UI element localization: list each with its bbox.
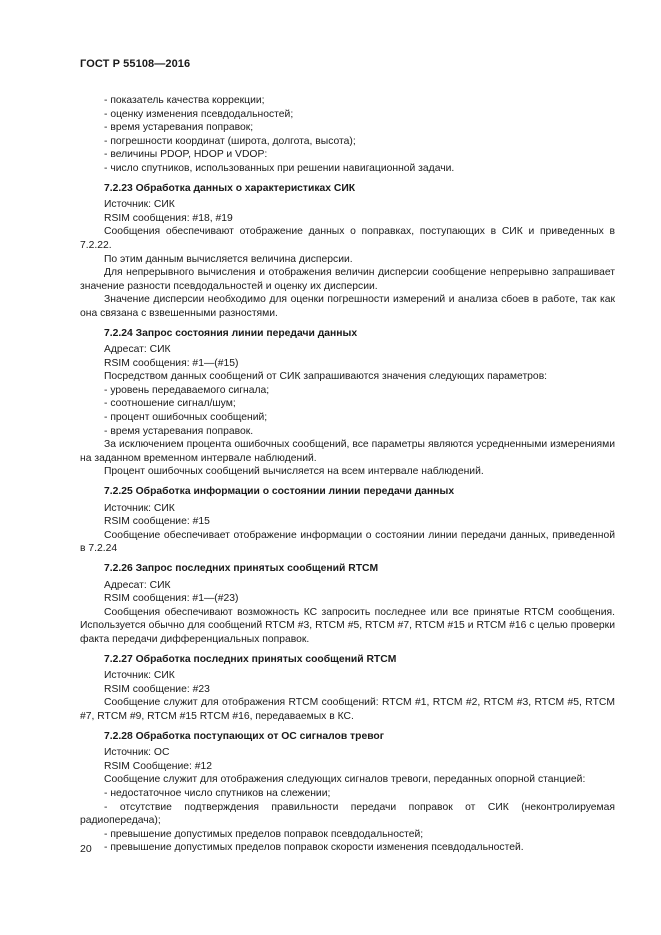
section-7-2-28: [80, 730, 615, 855]
paragraph: RSIM сообщения: #1—(#15): [104, 357, 239, 369]
paragraph: Сообщение обеспечивает отображение информации о состоянии линии передачи данных, приведенной в 7.2.24: [80, 529, 615, 555]
list-item: - показатель качества коррекции;: [104, 95, 265, 106]
paragraph: Процент ошибочных сообщений вычисляется на всем интервале наблюдений.: [104, 466, 484, 478]
paragraph: RSIM сообщение: #23: [104, 683, 210, 695]
list-item: - число спутников, использованных при решении навигационной задачи.: [104, 162, 455, 174]
paragraph: RSIM Сообщение: #12: [104, 760, 213, 772]
section-heading: 7.2.26 Запрос последних принятых сообщений RTCM: [104, 563, 379, 574]
list-item: - соотношение сигнал/шум;: [104, 398, 236, 410]
list-item: - погрешности координат (широта, долгота, высота);: [104, 135, 356, 147]
list-item: - процент ошибочных сообщений;: [104, 412, 268, 424]
paragraph: Источник: СИК: [104, 199, 175, 211]
paragraph: Посредством данных сообщений от СИК запрашиваются значения следующих параметров:: [104, 371, 548, 383]
document-body: [80, 94, 615, 855]
paragraph: Сообщение служит для отображения RTCM сообщений: RTCM #1, RTCM #2, RTCM #3, RTCM #5, RTCM #7, RTCM #9, RTCM #15 RTCM #16, передаваемых в КС.: [80, 697, 615, 722]
list-item: - уровень передаваемого сигнала;: [104, 384, 270, 396]
paragraph: За исключением процента ошибочных сообщений, все параметры являются усредненными измерениями на заданном временном интервале наблюдений.: [80, 439, 615, 464]
list-item: - недостаточное число спутников на слежении;: [104, 787, 331, 799]
section-heading: 7.2.24 Запрос состояния линии передачи данных: [104, 327, 358, 339]
section-heading: 7.2.27 Обработка последних принятых сообщений RTCM: [104, 653, 397, 665]
section-7-2-26: [80, 562, 615, 647]
paragraph: Источник: СИК: [104, 670, 175, 682]
list-item: - оценку изменения псевдодальностей;: [104, 108, 294, 120]
section-7-2-27: [80, 653, 615, 724]
paragraph: Сообщения обеспечивают возможность КС запросить последнее или все принятые RTCM сообщения. Используется обычно для сообщений RTCM #3, RTCM #5, RTCM #7, RTCM #15 и RTCM #16 с целью проверки факта передачи дифференциальных поправок.: [80, 606, 615, 645]
document-header: ГОСТ Р 55108—2016: [80, 58, 191, 70]
list-item: - время устаревания поправок.: [104, 425, 254, 437]
paragraph: RSIM сообщение: #15: [104, 516, 210, 528]
paragraph: Сообщения обеспечивают отображение данных о поправках, поступающих в СИК и приведенных в 7.2.22.: [80, 226, 615, 251]
top-list: [80, 94, 615, 176]
section-7-2-25: [80, 485, 615, 556]
section-7-2-23: [80, 182, 615, 321]
list-item: - отсутствие подтверждения правильности передачи поправок от СИК (неконтролируемая радиопередача);: [80, 801, 615, 827]
section-heading: 7.2.28 Обработка поступающих от ОС сигналов тревог: [104, 730, 385, 742]
paragraph: RSIM сообщения: #18, #19: [104, 212, 233, 224]
list-item: - превышение допустимых пределов поправок псевдодальностей;: [104, 828, 424, 840]
section-heading: 7.2.23 Обработка данных о характеристиках СИК: [104, 182, 356, 194]
list-item: - время устаревания поправок;: [104, 122, 254, 134]
section-heading: 7.2.25 Обработка информации о состоянии линии передачи данных: [104, 486, 455, 498]
section-7-2-24: [80, 327, 615, 480]
paragraph: Адресат: СИК: [104, 344, 171, 356]
list-item: - превышение допустимых пределов поправок скорости изменения псевдодальностей.: [104, 842, 524, 854]
paragraph: Значение дисперсии необходимо для оценки погрешности измерений и анализа сбоев в работе, так как она связана с взвешенными разностями.: [80, 294, 615, 319]
paragraph: Для непрерывного вычисления и отображения величин дисперсии сообщение непрерывно запрашивает значение разности псевдодальностей и оценку их дисперсии.: [80, 267, 615, 292]
page-number: 20: [80, 843, 92, 855]
paragraph: Источник: СИК: [104, 502, 175, 514]
paragraph: Адресат: СИК: [104, 579, 171, 591]
paragraph: RSIM сообщения: #1—(#23): [104, 593, 239, 605]
paragraph: По этим данным вычисляется величина дисперсии.: [104, 253, 353, 265]
list-item: - величины PDOP, HDOP и VDOP:: [104, 149, 268, 161]
paragraph: Сообщение служит для отображения следующих сигналов тревоги, переданных опорной станцией:: [104, 774, 586, 786]
paragraph: Источник: ОС: [104, 747, 170, 759]
